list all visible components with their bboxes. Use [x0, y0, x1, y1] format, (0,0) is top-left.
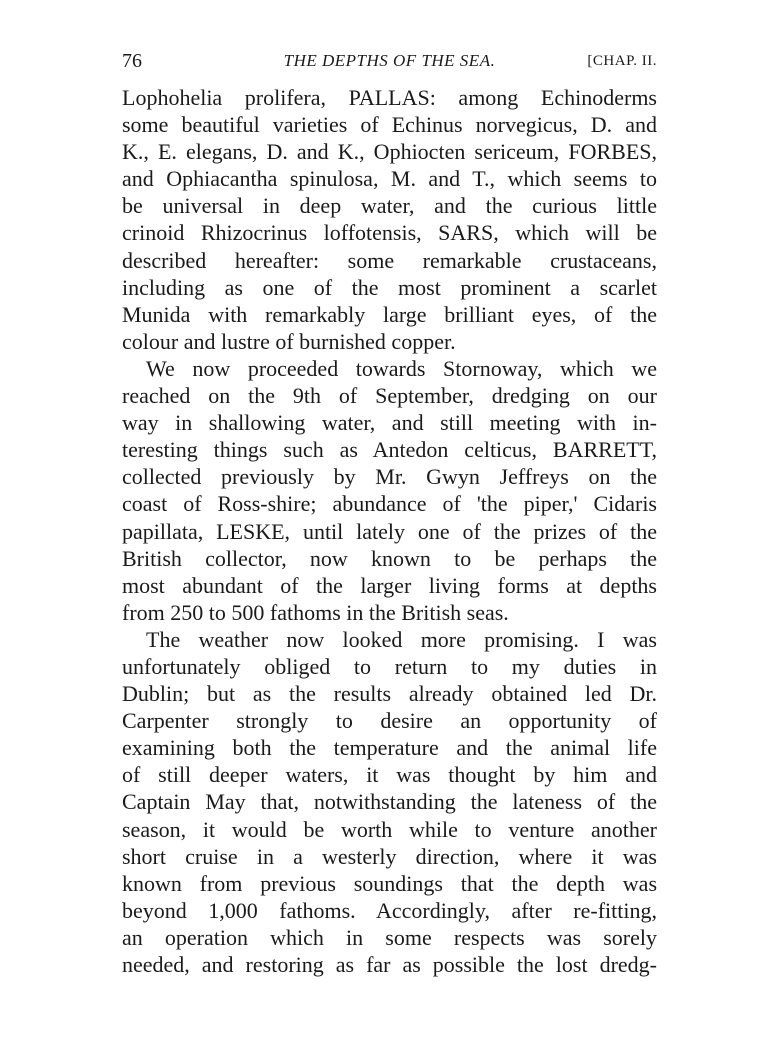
text-line: an operation which in some respects was sorely [122, 924, 657, 950]
text-line: teresting things such as Antedon celticus, BARRETT, [122, 437, 657, 463]
text-line: reached on the 9th of September, dredging on our [122, 383, 657, 409]
chapter-reference: [CHAP. II. [587, 53, 657, 69]
body-text [122, 84, 657, 978]
text-line: coast of Ross-shire; abundance of 'the piper,' Cidaris [122, 491, 657, 517]
text-line: season, it would be worth while to venture another [122, 816, 657, 842]
text-line: and Ophiacantha spinulosa, M. and T., which seems to [122, 166, 657, 192]
text-line: collected previously by Mr. Gwyn Jeffreys on the [122, 464, 657, 490]
text-line: of still deeper waters, it was thought by him and [122, 762, 657, 788]
text-line: Lophohelia prolifera, PALLAS: among Echinoderms [122, 85, 657, 110]
text-line: known from previous soundings that the depth was [122, 870, 657, 896]
text-line: crinoid Rhizocrinus loffotensis, SARS, which will be [122, 220, 657, 246]
text-line: colour and lustre of burnished copper. [122, 328, 456, 354]
text-line: K., E. elegans, D. and K., Ophiocten sericeum, FORBES, [122, 139, 657, 165]
text-line: Carpenter strongly to desire an opportunity of [122, 708, 657, 734]
text-line: Captain May that, notwithstanding the lateness of the [122, 789, 657, 815]
text-line: examining both the temperature and the animal life [122, 735, 657, 761]
paragraph-start-line: We now proceeded towards Stornoway, which we [146, 355, 657, 381]
text-line: way in shallowing water, and still meeting with in- [122, 410, 657, 436]
text-line: unfortunately obliged to return to my duties in [122, 653, 657, 679]
running-title: THE DEPTHS OF THE SEA. [283, 51, 496, 70]
text-line: needed, and restoring as far as possible the lost dredg- [122, 952, 657, 977]
text-line: be universal in deep water, and the curious little [122, 193, 657, 219]
text-line: short cruise in a westerly direction, where it was [122, 843, 657, 869]
text-line: papillata, LESKE, until lately one of the prizes of the [122, 518, 657, 544]
text-line: Dublin; but as the results already obtained led Dr. [122, 681, 657, 707]
text-line: British collector, now known to be perhaps the [122, 545, 657, 571]
text-line: from 250 to 500 fathoms in the British seas. [122, 599, 509, 625]
text-line: some beautiful varieties of Echinus norvegicus, D. and [122, 112, 657, 138]
paragraph-start-line: The weather now looked more promising. I was [146, 626, 657, 652]
text-line: beyond 1,000 fathoms. Accordingly, after re-fitting, [122, 897, 657, 923]
text-line: described hereafter: some remarkable crustaceans, [122, 247, 657, 273]
text-line: including as one of the most prominent a scarlet [122, 274, 657, 300]
page-header [122, 46, 657, 76]
page-number: 76 [122, 50, 142, 72]
text-line: most abundant of the larger living forms at depths [122, 572, 657, 598]
text-line: Munida with remarkably large brilliant eyes, of the [122, 301, 657, 327]
